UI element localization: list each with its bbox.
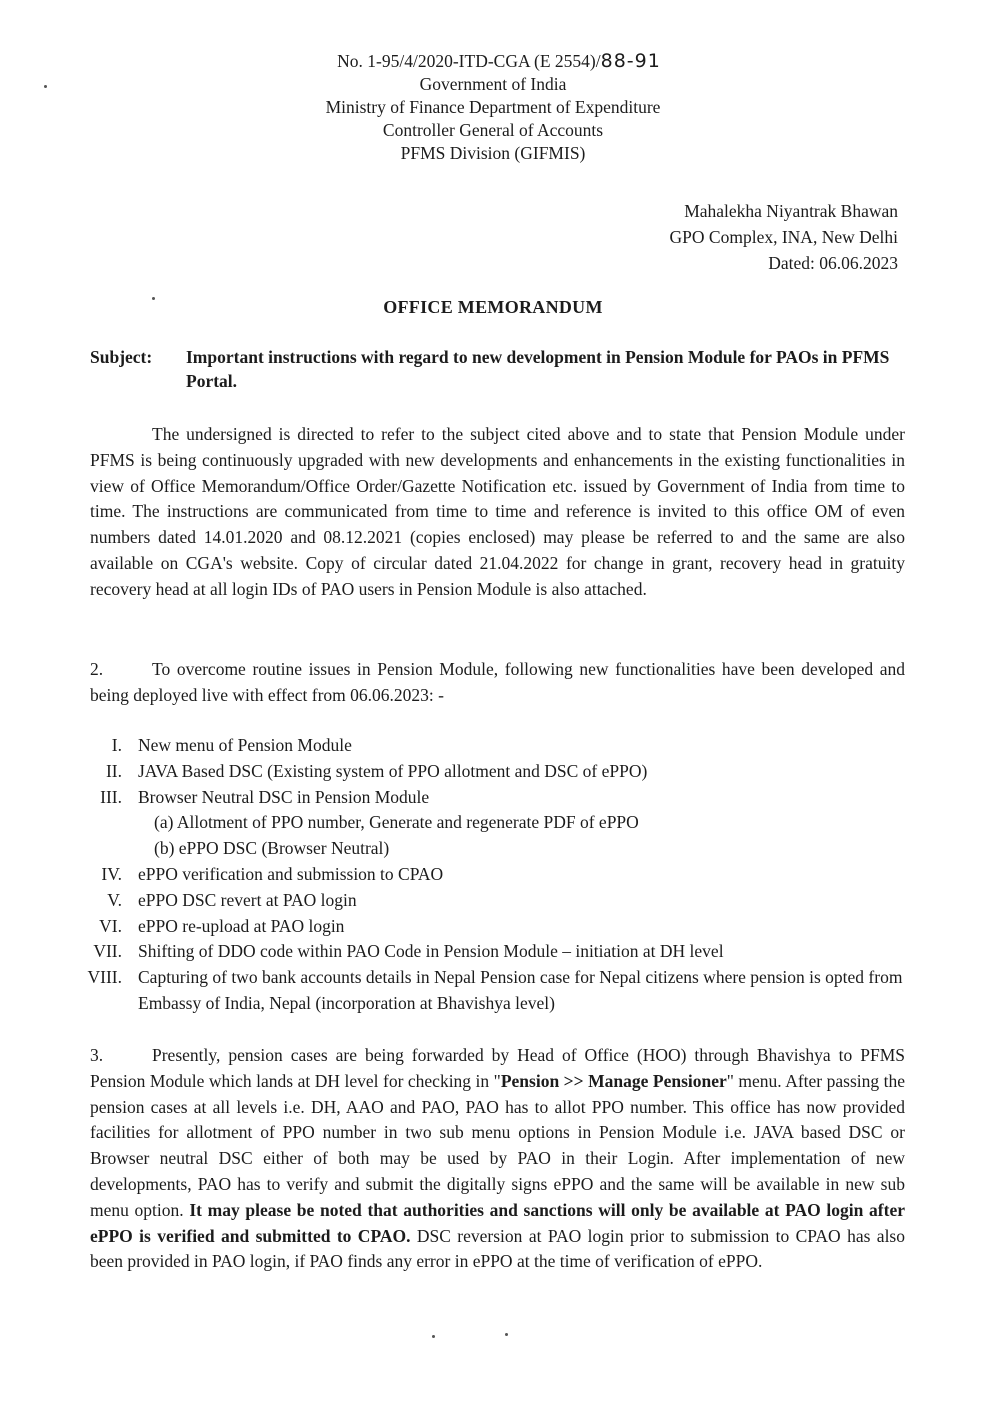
list-item-number: I. bbox=[111, 735, 122, 755]
list-item-text: Capturing of two bank accounts details in Nepal Pension case for Nepal citizens where pension is opted from Embassy of India, Nepal (incorporation at Bhavishya level) bbox=[138, 967, 903, 1013]
subject-block bbox=[90, 345, 910, 393]
paragraph-1-text: The undersigned is directed to refer to the subject cited above and to state that Pension Module under PFMS is being continuously upgraded with new developments and enhancements in the existing functionalities in view of Office Memorandum/Office Order/Gazette Notification etc. issued by Government of India from time to time. The instructions are communicated from time to time and reference is invited to this office OM of even numbers dated 14.01.2020 and 08.12.2021 (copies enclosed) may please be referred to and the same are also available on CGA's website. Copy of circular dated 21.04.2022 for change in grant, recovery head in gratuity recovery head at all login IDs of PAO users in Pension Module is also attached. bbox=[90, 424, 905, 599]
reference-text: No. 1-95/4/2020-ITD-CGA (E 2554)/ bbox=[337, 51, 601, 71]
handwritten-number: 88-91 bbox=[600, 50, 661, 72]
address-line-1: Mahalekha Niyantrak Bhawan bbox=[684, 201, 898, 221]
list-item-number: VI. bbox=[99, 915, 122, 936]
paragraph-3-number: 3. bbox=[90, 1045, 104, 1065]
list-item-number: II. bbox=[105, 760, 122, 781]
letter-header bbox=[0, 50, 986, 165]
list-item bbox=[60, 914, 920, 940]
list-item-text: (a) Allotment of PPO number, Generate and regenerate PDF of ePPO bbox=[154, 812, 639, 833]
list-item bbox=[60, 888, 920, 914]
list-item bbox=[60, 733, 920, 759]
office-address bbox=[670, 198, 898, 276]
list-item bbox=[60, 965, 920, 1017]
paragraph-3-text-a: Presently, pension cases are being forwarded by Head of Office (HOO) through Bhavishya to PFMS Pension Module which lands at DH level for checking in " bbox=[90, 1045, 905, 1091]
memo-title: OFFICE MEMORANDUM bbox=[383, 297, 603, 317]
reference-number bbox=[0, 50, 986, 73]
list-item-text: JAVA Based DSC (Existing system of PPO allotment and DSC of ePPO) bbox=[138, 760, 648, 781]
header-cga: Controller General of Accounts bbox=[382, 120, 604, 140]
list-item-number: III. bbox=[100, 786, 122, 807]
paragraph-3 bbox=[90, 1043, 905, 1275]
list-item-number bbox=[60, 810, 138, 836]
list-subitem bbox=[60, 836, 920, 862]
scan-speck bbox=[505, 1333, 508, 1336]
list-item bbox=[60, 862, 920, 888]
menu-path: Pension >> Manage Pensioner bbox=[500, 1070, 727, 1091]
paragraph-3-text-b: " menu. After passing the pension cases at all levels i.e. DH, AAO and PAO, PAO has to allot PPO number. This office has now provided facilities for allotment of PPO number in two sub menu options in Pension Module i.e. JAVA based DSC or Browser neutral DSC either of both may be used by PAO in their Login. After implementation of new developments, PAO has to verify and submit the digitally signs ePPO and the same will be available in new sub menu option. bbox=[90, 1070, 906, 1220]
functionality-list bbox=[60, 733, 920, 1017]
list-item-text: ePPO verification and submission to CPAO bbox=[138, 863, 444, 884]
subject-label: Subject: bbox=[90, 347, 153, 367]
list-subitem bbox=[60, 810, 920, 836]
list-item bbox=[60, 785, 920, 811]
paragraph-2 bbox=[90, 657, 905, 709]
list-item bbox=[60, 759, 920, 785]
date-line: Dated: 06.06.2023 bbox=[768, 253, 898, 273]
important-note: It may please be noted that authorities and sanctions will only be available at PAO login after ePPO is verified and submitted to CPAO. bbox=[90, 1199, 905, 1246]
paragraph-1 bbox=[90, 422, 905, 603]
list-item-number bbox=[60, 836, 138, 862]
list-item bbox=[60, 939, 920, 965]
list-item-number: VII. bbox=[93, 941, 122, 962]
list-item-text: (b) ePPO DSC (Browser Neutral) bbox=[154, 838, 390, 859]
paragraph-2-text: To overcome routine issues in Pension Module, following new functionalities have been developed and being deployed live with effect from 06.06.2023: - bbox=[90, 659, 905, 705]
paragraph-3-text-c: DSC reversion at PAO login prior to submission to CPAO has also been provided in PAO login, if PAO finds any error in ePPO at the time of verification of ePPO. bbox=[90, 1225, 905, 1272]
list-item-text: Browser Neutral DSC in Pension Module bbox=[138, 786, 430, 807]
list-item-text: Shifting of DDO code within PAO Code in Pension Module – initiation at DH level bbox=[138, 941, 724, 962]
paragraph-2-number: 2. bbox=[90, 659, 104, 679]
header-division: PFMS Division (GIFMIS) bbox=[400, 143, 586, 163]
subject-text: Important instructions with regard to new development in Pension Module for PAOs in PFMS Portal. bbox=[186, 347, 890, 391]
scan-speck bbox=[432, 1335, 435, 1338]
scan-speck bbox=[152, 297, 155, 300]
list-item-text: New menu of Pension Module bbox=[138, 735, 352, 755]
list-item-text: ePPO DSC revert at PAO login bbox=[138, 889, 357, 910]
list-item-number: V. bbox=[107, 889, 122, 910]
list-item-number: IV. bbox=[101, 863, 122, 884]
header-government: Government of India bbox=[419, 74, 567, 94]
header-ministry: Ministry of Finance Department of Expenditure bbox=[325, 97, 661, 117]
list-item-text: ePPO re-upload at PAO login bbox=[138, 915, 345, 936]
list-item-number: VIII. bbox=[87, 967, 122, 988]
address-line-2: GPO Complex, INA, New Delhi bbox=[669, 227, 898, 247]
scan-speck bbox=[44, 85, 47, 88]
